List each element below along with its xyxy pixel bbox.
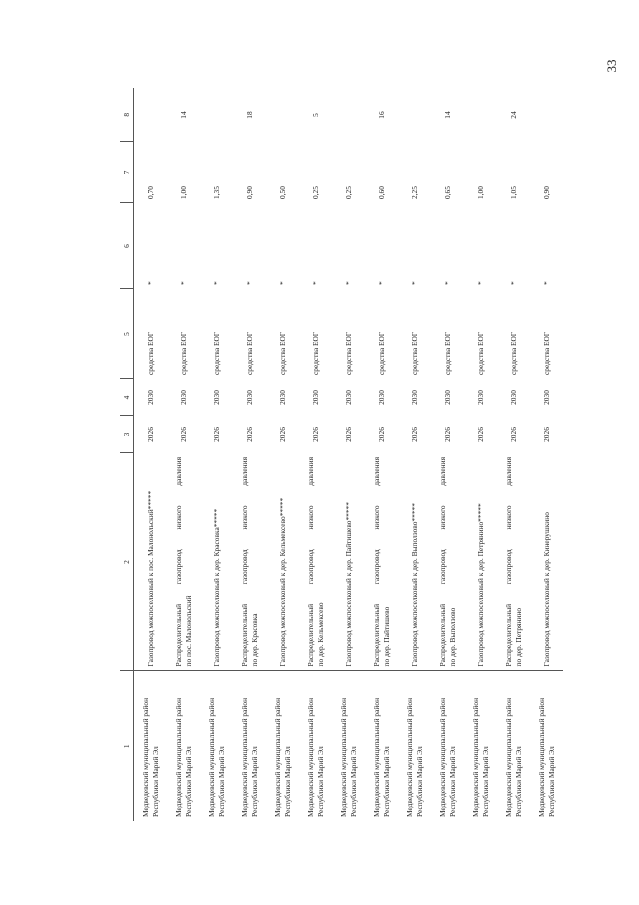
cell-mark: * — [244, 281, 254, 285]
cell-district: Медведевский муниципальный район Республики Марий Эл — [339, 697, 358, 817]
column-header-4: 4 — [120, 379, 134, 416]
cell-funding-source: средства ЕОГ — [145, 331, 155, 375]
rotated-page-content — [120, 88, 630, 821]
cell-col8 — [332, 88, 365, 142]
object-name-word: Распределительный — [306, 603, 316, 667]
column-header-7: 7 — [120, 142, 134, 203]
cell-start-year: 2026 — [376, 427, 386, 442]
cell-object-name: Газопровод межпоселковый к пос. Малонольский***** — [134, 453, 168, 671]
cell-district: Медведевский муниципальный район Республики Марий Эл — [504, 697, 523, 817]
object-name-word: Распределительный — [174, 603, 184, 667]
table-header — [120, 88, 134, 821]
cell-start-year: 2026 — [409, 427, 419, 442]
cell-funding-source: средства ЕОГ — [244, 331, 254, 375]
page-number: 33 — [604, 59, 619, 73]
cell-col8: 14 — [178, 111, 188, 119]
cell-funding-source: средства ЕОГ — [475, 331, 485, 375]
object-name-word: низкого — [372, 505, 382, 530]
cell-mark: * — [343, 281, 353, 285]
cell-object-name — [365, 453, 398, 671]
cell-length: 1,00 — [475, 186, 485, 199]
cell-end-year: 2030 — [409, 390, 419, 405]
cell-funding-source: средства ЕОГ — [211, 331, 221, 375]
cell-length: 0,25 — [343, 186, 353, 199]
cell-start-year: 2026 — [508, 427, 518, 442]
cell-start-year: 2026 — [178, 427, 188, 442]
cell-end-year: 2030 — [376, 390, 386, 405]
table-row — [299, 88, 332, 821]
cell-start-year: 2026 — [277, 427, 287, 442]
cell-district: Медведевский муниципальный район Республики Марий Эл — [174, 697, 193, 817]
object-name-word: низкого — [504, 505, 514, 530]
table-body — [134, 88, 564, 821]
cell-col8 — [464, 88, 497, 142]
cell-length: 1,05 — [508, 186, 518, 199]
cell-col8: 5 — [310, 113, 320, 117]
cell-mark: * — [376, 281, 386, 285]
object-name-word: низкого — [240, 505, 250, 530]
object-name-word: давления — [174, 457, 184, 486]
table-row — [233, 88, 266, 821]
cell-object-name: Газопровод межпоселковый к дер. Кельмексево***** — [266, 453, 299, 671]
table-row — [365, 88, 398, 821]
cell-col8 — [134, 88, 168, 142]
cell-col8 — [200, 88, 233, 142]
object-name-line2: по дер. Пайтишево — [381, 606, 391, 667]
column-header-3: 3 — [120, 416, 134, 453]
cell-mark: * — [508, 281, 518, 285]
object-name-word: Распределительный — [372, 603, 382, 667]
object-name-word: низкого — [306, 505, 316, 530]
cell-funding-source: средства ЕОГ — [541, 331, 551, 375]
cell-district: Медведевский муниципальный район Республики Марий Эл — [207, 697, 226, 817]
column-header-2: 2 — [120, 453, 134, 671]
cell-mark: * — [475, 281, 485, 285]
cell-length: 1,35 — [211, 186, 221, 199]
object-name-word: Распределительный — [438, 603, 448, 667]
cell-length: 0,50 — [277, 186, 287, 199]
object-name-line1 — [306, 457, 315, 667]
cell-mark: * — [277, 281, 287, 285]
cell-district: Медведевский муниципальный район Республики Марий Эл — [471, 697, 490, 817]
object-name-word: давления — [240, 457, 250, 486]
cell-district: Медведевский муниципальный район Республики Марий Эл — [273, 697, 292, 817]
object-name-word: низкого — [438, 505, 448, 530]
object-name-word: Распределительный — [504, 603, 514, 667]
object-name-line2: по дер. Петрянино — [513, 607, 523, 667]
column-header-5: 5 — [120, 289, 134, 379]
object-name-word: Распределительный — [240, 603, 250, 667]
cell-mark: * — [178, 281, 188, 285]
column-header-1: 1 — [120, 671, 134, 821]
cell-start-year: 2026 — [475, 427, 485, 442]
cell-col8 — [530, 88, 563, 142]
cell-length: 0,90 — [541, 186, 551, 199]
cell-length: 0,70 — [145, 186, 155, 199]
cell-end-year: 2030 — [541, 390, 551, 405]
object-name-line2: по дер. Красовка — [249, 613, 259, 667]
cell-length: 0,65 — [442, 186, 452, 199]
cell-start-year: 2026 — [244, 427, 254, 442]
cell-object-name — [497, 453, 530, 671]
column-header-8: 8 — [120, 88, 134, 142]
object-name-word: газопровод — [438, 549, 448, 585]
table-row — [167, 88, 200, 821]
object-name-line1 — [240, 457, 249, 667]
object-name-line2: по дер. Выползово — [447, 607, 457, 667]
object-name-word: газопровод — [306, 549, 316, 585]
object-name-word: газопровод — [372, 549, 382, 585]
cell-object-name: Газопровод межпоселковый к дер. Красовка***** — [200, 453, 233, 671]
cell-end-year: 2030 — [145, 390, 155, 405]
object-name-line1 — [372, 457, 381, 667]
cell-col8: 14 — [442, 111, 452, 119]
object-name-word: давления — [438, 457, 448, 486]
object-name-word: давления — [504, 457, 514, 486]
cell-object-name: Газопровод межпоселковый к дер. Петрянино***** — [464, 453, 497, 671]
cell-end-year: 2030 — [508, 390, 518, 405]
object-name-word: газопровод — [240, 549, 250, 585]
object-name-word: газопровод — [174, 549, 184, 585]
table-row — [464, 88, 497, 821]
table-row — [398, 88, 431, 821]
cell-end-year: 2030 — [178, 390, 188, 405]
cell-object-name — [299, 453, 332, 671]
cell-funding-source: средства ЕОГ — [376, 331, 386, 375]
cell-col8 — [266, 88, 299, 142]
cell-mark: * — [541, 281, 551, 285]
table-row — [200, 88, 233, 821]
table-row — [332, 88, 365, 821]
cell-district: Медведевский муниципальный район Республики Марий Эл — [240, 697, 259, 817]
column-header-6: 6 — [120, 203, 134, 289]
cell-district: Медведевский муниципальный район Республики Марий Эл — [141, 697, 160, 817]
cell-funding-source: средства ЕОГ — [310, 331, 320, 375]
cell-start-year: 2026 — [211, 427, 221, 442]
cell-end-year: 2030 — [277, 390, 287, 405]
cell-object-name — [431, 453, 464, 671]
object-name-word: низкого — [174, 505, 184, 530]
cell-district: Медведевский муниципальный район Республики Марий Эл — [405, 697, 424, 817]
cell-mark: * — [211, 281, 221, 285]
header-row — [120, 88, 134, 821]
cell-funding-source: средства ЕОГ — [409, 331, 419, 375]
cell-end-year: 2030 — [442, 390, 452, 405]
cell-funding-source: средства ЕОГ — [442, 331, 452, 375]
table-row — [266, 88, 299, 821]
cell-object-name — [167, 453, 200, 671]
cell-col8 — [398, 88, 431, 142]
cell-object-name — [233, 453, 266, 671]
cell-end-year: 2030 — [211, 390, 221, 405]
cell-district: Медведевский муниципальный район Республики Марий Эл — [372, 697, 391, 817]
table-row — [134, 88, 168, 821]
cell-funding-source: средства ЕОГ — [343, 331, 353, 375]
gas-pipeline-table — [120, 88, 563, 821]
cell-end-year: 2030 — [310, 390, 320, 405]
object-name-line1 — [504, 457, 513, 667]
cell-mark: * — [442, 281, 452, 285]
cell-mark: * — [145, 281, 155, 285]
cell-mark: * — [310, 281, 320, 285]
object-name-word: газопровод — [504, 549, 514, 585]
cell-start-year: 2026 — [541, 427, 551, 442]
cell-funding-source: средства ЕОГ — [508, 331, 518, 375]
cell-object-name: Газопровод межпоселковый к дер. Пайтишево***** — [332, 453, 365, 671]
table-row — [497, 88, 530, 821]
cell-start-year: 2026 — [145, 427, 155, 442]
cell-length: 0,90 — [244, 186, 254, 199]
cell-length: 0,25 — [310, 186, 320, 199]
cell-object-name: Газопровод межпоселковый к дер. Выползово***** — [398, 453, 431, 671]
object-name-word: давления — [306, 457, 316, 486]
object-name-line1 — [174, 457, 183, 667]
table-row — [431, 88, 464, 821]
cell-district: Медведевский муниципальный район Республики Марий Эл — [537, 697, 556, 817]
cell-object-name: Газопровод межпоселковый к дер. Кинерушкино — [530, 453, 563, 671]
object-name-line1 — [438, 457, 447, 667]
cell-district: Медведевский муниципальный район Республики Марий Эл — [438, 697, 457, 817]
cell-col8: 24 — [508, 111, 518, 119]
cell-mark: * — [409, 281, 419, 285]
cell-funding-source: средства ЕОГ — [178, 331, 188, 375]
cell-start-year: 2026 — [442, 427, 452, 442]
cell-length: 0,60 — [376, 186, 386, 199]
object-name-line2: по пос. Малонольский — [183, 595, 193, 667]
cell-col8: 16 — [376, 111, 386, 119]
cell-district: Медведевский муниципальный район Республики Марий Эл — [306, 697, 325, 817]
cell-start-year: 2026 — [343, 427, 353, 442]
object-name-line2: по дер. Кельмексево — [315, 602, 325, 667]
object-name-word: давления — [372, 457, 382, 486]
cell-col8: 18 — [244, 111, 254, 119]
cell-funding-source: средства ЕОГ — [277, 331, 287, 375]
cell-end-year: 2030 — [343, 390, 353, 405]
cell-length: 1,00 — [178, 186, 188, 199]
cell-end-year: 2030 — [244, 390, 254, 405]
table-row — [530, 88, 563, 821]
cell-length: 2,25 — [409, 186, 419, 199]
cell-end-year: 2030 — [475, 390, 485, 405]
cell-start-year: 2026 — [310, 427, 320, 442]
